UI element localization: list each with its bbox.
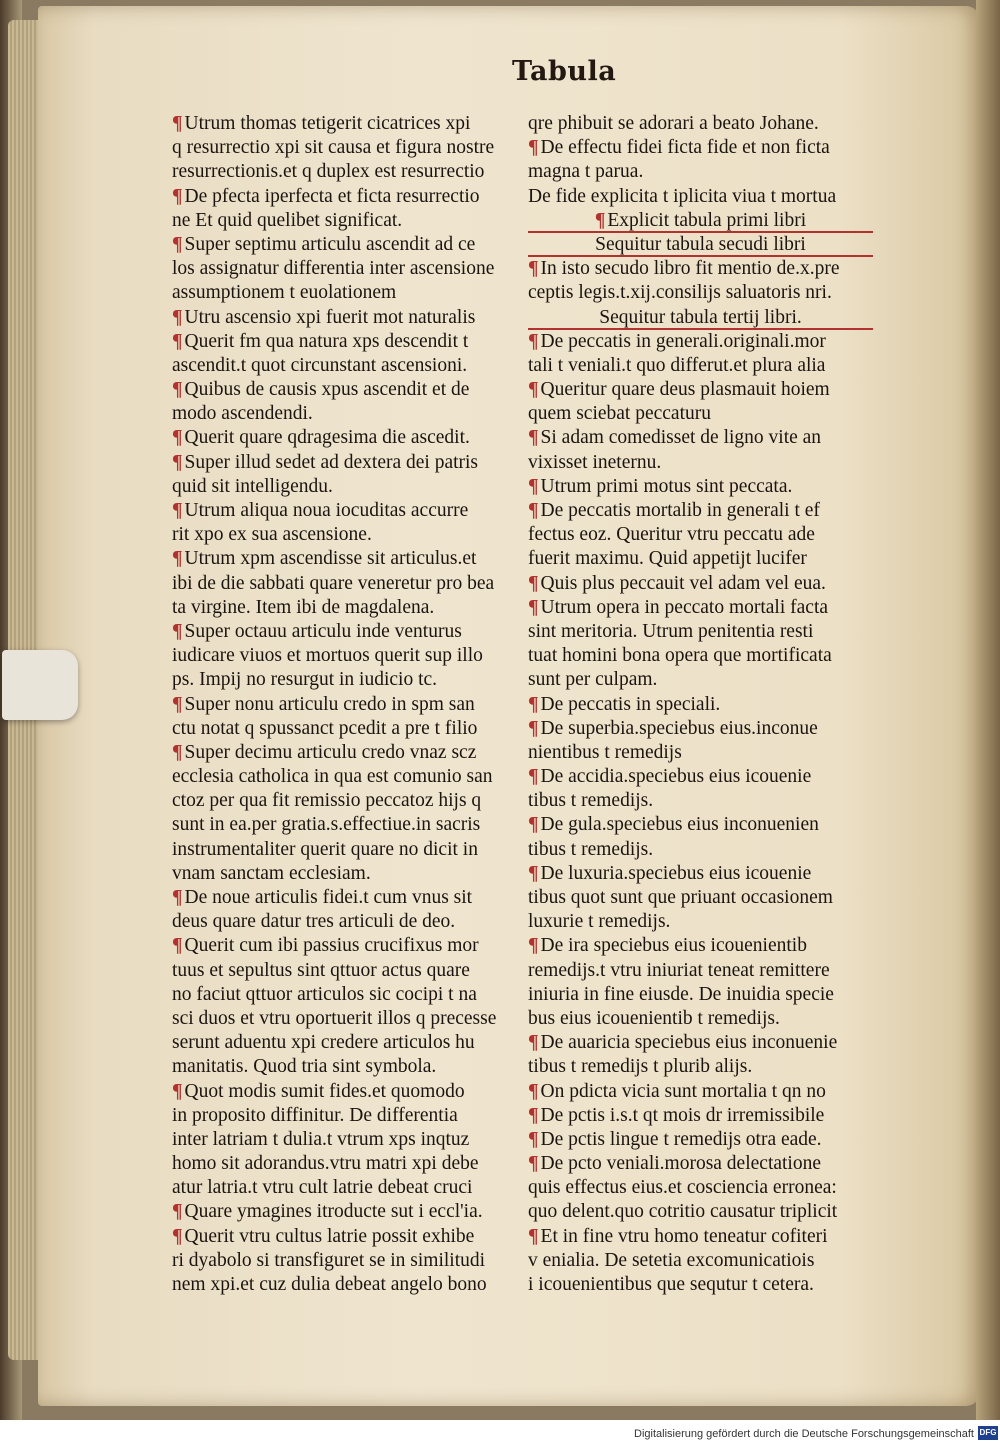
text-line xyxy=(172,596,522,620)
paragraph-mark-icon: ¶ xyxy=(528,379,539,401)
line-text: bus eius icouenientib t remedijs. xyxy=(528,1007,780,1029)
text-line xyxy=(528,644,873,668)
line-text: De accidia.speciebus eius icouenie xyxy=(540,766,812,788)
text-line xyxy=(528,475,873,499)
text-line xyxy=(172,330,522,354)
running-head: Tabula xyxy=(512,56,617,87)
text-line xyxy=(172,378,522,402)
line-text: inter latriam t dulia.t vtrum xps inqtuz xyxy=(172,1128,470,1150)
line-text: Querit vtru cultus latrie possit exhibe xyxy=(184,1225,475,1247)
line-text: De effectu fidei ficta fide et non ficta xyxy=(540,137,830,159)
paragraph-mark-icon: ¶ xyxy=(528,1153,539,1175)
line-text: instrumentaliter querit quare no dicit in xyxy=(172,838,478,860)
line-text: De fide explicita t iplicita viua t mortua xyxy=(528,185,837,207)
text-line xyxy=(172,789,522,813)
line-text: De ira speciebus eius icouenientib xyxy=(540,935,807,957)
paragraph-mark-icon: ¶ xyxy=(172,620,183,642)
line-text: Utru ascensio xpi fuerit mot naturalis xyxy=(184,306,476,328)
text-line xyxy=(528,499,873,523)
text-line xyxy=(528,789,873,813)
text-line xyxy=(172,1080,522,1104)
text-line xyxy=(528,1055,873,1079)
line-text: assumptionem t euolationem xyxy=(172,282,397,304)
text-line xyxy=(172,306,522,330)
text-line xyxy=(172,354,522,378)
text-line xyxy=(528,959,873,983)
text-line xyxy=(172,983,522,1007)
text-line xyxy=(528,572,873,596)
text-line xyxy=(172,1104,522,1128)
text-line xyxy=(528,451,873,475)
line-text: tibus t remedijs. xyxy=(528,790,654,812)
line-text: Super septimu articulu ascendit ad ce xyxy=(184,233,476,255)
text-line xyxy=(528,426,873,450)
line-text: sci duos et vtru oportuerit illos q precesse xyxy=(172,1007,497,1029)
line-text: De luxuria.speciebus eius icouenie xyxy=(540,862,812,884)
line-text: remedijs.t vtru iniuriat teneat remittere xyxy=(528,959,830,981)
text-line xyxy=(528,1104,873,1128)
line-text: los assignatur differentia inter ascensione xyxy=(172,258,495,280)
line-text: Utrum thomas tetigerit cicatrices xpi xyxy=(184,113,471,134)
paragraph-mark-icon: ¶ xyxy=(528,137,539,159)
line-text: De pctis lingue t remedijs otra eade. xyxy=(540,1128,822,1150)
text-line xyxy=(172,959,522,983)
text-line xyxy=(172,741,522,765)
text-line xyxy=(172,620,522,644)
footer-bar xyxy=(0,1420,1000,1449)
text-line xyxy=(172,813,522,837)
text-line xyxy=(172,886,522,910)
line-text: Queritur quare deus plasmauit hoiem xyxy=(540,379,830,401)
text-line xyxy=(172,693,522,717)
text-line xyxy=(528,765,873,789)
line-text: De peccatis in speciali. xyxy=(540,693,721,715)
text-line xyxy=(172,451,522,475)
left-column xyxy=(172,112,522,1297)
text-line xyxy=(528,378,873,402)
line-text: Super decimu articulu credo vnaz scz xyxy=(184,741,477,763)
paragraph-mark-icon: ¶ xyxy=(528,1128,539,1150)
paragraph-mark-icon: ¶ xyxy=(172,330,183,352)
text-line xyxy=(528,1176,873,1200)
line-text: iniuria in fine eiusde. De inuidia specie xyxy=(528,983,834,1005)
line-text: manitatis. Quod tria sint symbola. xyxy=(172,1056,437,1078)
line-text: nientibus t remedijs xyxy=(528,741,682,763)
text-line xyxy=(528,934,873,958)
paragraph-mark-icon: ¶ xyxy=(172,1080,183,1102)
text-line xyxy=(172,1007,522,1031)
text-line xyxy=(172,572,522,596)
paragraph-mark-icon: ¶ xyxy=(594,209,606,231)
line-text: tuus et sepultus sint qttuor actus quare xyxy=(172,959,470,981)
text-line xyxy=(172,136,522,160)
paragraph-mark-icon: ¶ xyxy=(528,427,539,449)
line-text: sunt per culpam. xyxy=(528,669,658,691)
line-text: Querit cum ibi passius crucifixus mor xyxy=(184,935,479,957)
text-line xyxy=(528,717,873,741)
line-text: magna t parua. xyxy=(528,161,644,183)
text-line xyxy=(528,185,873,209)
paragraph-mark-icon: ¶ xyxy=(528,693,539,715)
line-text: Utrum primi motus sint peccata. xyxy=(540,475,793,497)
paragraph-mark-icon: ¶ xyxy=(528,766,539,788)
paragraph-mark-icon: ¶ xyxy=(172,500,183,521)
text-line xyxy=(528,1225,873,1249)
text-line xyxy=(172,547,522,571)
line-text: tibus quot sunt que priuant occasionem xyxy=(528,887,833,908)
paragraph-mark-icon: ¶ xyxy=(528,596,539,618)
text-line xyxy=(172,1273,522,1297)
line-text: homo sit adorandus.vtru matri xpi debe xyxy=(172,1153,479,1175)
line-text: Quis plus peccauit vel adam vel eua. xyxy=(540,572,826,594)
text-line xyxy=(172,838,522,862)
text-line xyxy=(528,813,873,837)
line-text: Super octauu articulu inde venturus xyxy=(184,620,462,642)
paragraph-mark-icon: ¶ xyxy=(172,693,183,715)
text-line xyxy=(528,1152,873,1176)
text-line xyxy=(528,910,873,934)
line-text: resurrectionis.et q duplex est resurrectio xyxy=(172,161,485,183)
text-line xyxy=(172,910,522,934)
paragraph-mark-icon: ¶ xyxy=(528,500,539,521)
line-text: Quare ymagines itroducte sut i eccl'ia. xyxy=(184,1201,483,1223)
paragraph-mark-icon: ¶ xyxy=(172,113,183,134)
text-line xyxy=(172,499,522,523)
line-text: vixisset ineternu. xyxy=(528,451,662,473)
line-text: Querit fm qua natura xps descendit t xyxy=(184,330,469,352)
line-text: ecclesia catholica in qua est comunio san xyxy=(172,766,493,788)
line-text: atur latria.t vtru cult latrie debeat cruci xyxy=(172,1177,473,1199)
paragraph-mark-icon: ¶ xyxy=(528,1032,539,1054)
text-line xyxy=(172,160,522,184)
paragraph-mark-icon: ¶ xyxy=(172,887,183,908)
text-line xyxy=(528,160,873,184)
text-line xyxy=(528,306,873,330)
paragraph-mark-icon: ¶ xyxy=(172,451,183,473)
line-text: sunt in ea.per gratia.s.effectiue.in sacris xyxy=(172,814,481,836)
text-line xyxy=(528,1007,873,1031)
line-text: nem xpi.et cuz dulia debeat angelo bono xyxy=(172,1274,487,1295)
line-text: v enialia. De setetia excomunicatiois xyxy=(528,1249,815,1271)
text-line xyxy=(528,402,873,426)
text-line xyxy=(528,281,873,305)
text-line xyxy=(528,1031,873,1055)
line-text: tali t veniali.t quo differut.et plura alia xyxy=(528,354,826,376)
text-line xyxy=(172,1055,522,1079)
line-text: De auaricia speciebus eius inconuenie xyxy=(540,1032,838,1054)
line-text: sint meritoria. Utrum penitentia resti xyxy=(528,620,814,642)
text-line xyxy=(528,693,873,717)
text-line xyxy=(172,475,522,499)
line-text: iudicare viuos et mortuos querit sup illo xyxy=(172,645,483,667)
text-line xyxy=(528,233,873,257)
text-line xyxy=(528,862,873,886)
line-text: Sequitur tabula secudi libri xyxy=(595,233,806,255)
line-text: Quot modis sumit fides.et quomodo xyxy=(184,1080,465,1102)
line-text: De pctis i.s.t qt mois dr irremissibile xyxy=(540,1104,825,1126)
paragraph-mark-icon: ¶ xyxy=(172,741,183,763)
line-text: Super illud sedet ad dextera dei patris xyxy=(184,451,479,473)
line-text: quid sit intelligendu. xyxy=(172,475,333,497)
line-text: Super nonu articulu credo in spm san xyxy=(184,693,475,715)
paragraph-mark-icon: ¶ xyxy=(528,862,539,884)
line-text: fuerit maximu. Quid appetijt lucifer xyxy=(528,548,807,570)
text-line xyxy=(172,1031,522,1055)
paragraph-mark-icon: ¶ xyxy=(172,233,183,255)
paragraph-mark-icon: ¶ xyxy=(528,1080,539,1102)
text-line xyxy=(172,1152,522,1176)
paragraph-mark-icon: ¶ xyxy=(528,258,539,280)
text-line xyxy=(528,596,873,620)
line-text: ne Et quid quelibet significat. xyxy=(172,209,403,231)
text-line xyxy=(528,354,873,378)
line-text: Quibus de causis xpus ascendit et de xyxy=(184,379,470,401)
line-text: quis effectus eius.et cosciencia erronea: xyxy=(528,1177,837,1199)
text-line xyxy=(528,1080,873,1104)
line-text: serunt aduentu xpi credere articulos hu xyxy=(172,1032,475,1054)
text-line xyxy=(172,185,522,209)
line-text: ibi de die sabbati quare veneretur pro bea xyxy=(172,572,495,594)
paragraph-mark-icon: ¶ xyxy=(528,1225,539,1247)
text-line xyxy=(172,717,522,741)
line-text: quo delent.quo cotritio causatur triplicit xyxy=(528,1201,838,1223)
text-line xyxy=(528,136,873,160)
text-line xyxy=(172,112,522,136)
line-text: De noue articulis fidei.t cum vnus sit xyxy=(184,887,473,908)
line-text: In isto secudo libro fit mentio de.x.pre xyxy=(540,258,840,280)
text-line xyxy=(172,209,522,233)
line-text: De gula.speciebus eius inconuenien xyxy=(540,814,819,836)
text-line xyxy=(172,281,522,305)
line-text: ta virgine. Item ibi de magdalena. xyxy=(172,596,435,618)
line-text: ctoz per qua fit remissio peccatoz hijs q xyxy=(172,790,482,812)
text-line xyxy=(528,741,873,765)
text-line xyxy=(172,1225,522,1249)
clasp-tab xyxy=(2,650,78,720)
line-text: De peccatis in generali.originali.mor xyxy=(540,330,826,352)
facing-page-edge xyxy=(976,0,1000,1420)
text-line xyxy=(172,233,522,257)
line-text: Utrum aliqua noua iocuditas accurre xyxy=(184,500,469,521)
line-text: ctu notat q spussanct pcedit a pre t filio xyxy=(172,717,478,739)
line-text: On pdicta vicia sunt mortalia t qn no xyxy=(540,1080,826,1102)
paragraph-mark-icon: ¶ xyxy=(172,1201,183,1223)
paragraph-mark-icon: ¶ xyxy=(528,935,539,957)
text-line xyxy=(528,838,873,862)
text-line xyxy=(172,765,522,789)
funding-credit: Digitalisierung gefördert durch die Deutsche Forschungsgemeinschaft xyxy=(634,1428,974,1440)
line-text: rit xpo ex sua ascensione. xyxy=(172,524,372,546)
text-line xyxy=(528,1249,873,1273)
line-text: Querit quare qdragesima die ascedit. xyxy=(184,427,470,449)
line-text: De peccatis mortalib in generali t ef xyxy=(540,500,820,521)
text-line xyxy=(528,547,873,571)
paragraph-mark-icon: ¶ xyxy=(528,475,539,497)
paragraph-mark-icon: ¶ xyxy=(172,379,183,401)
line-text: in proposito diffinitur. De differentia xyxy=(172,1104,458,1126)
paragraph-mark-icon: ¶ xyxy=(172,935,183,957)
text-line xyxy=(528,330,873,354)
line-text: i icouenientibus que sequtur t cetera. xyxy=(528,1274,814,1295)
line-text: quem sciebat peccaturu xyxy=(528,403,711,425)
paragraph-mark-icon: ¶ xyxy=(172,185,183,207)
line-text: modo ascendendi. xyxy=(172,403,313,425)
text-line xyxy=(528,1128,873,1152)
line-text: fectus eoz. Queritur vtru peccatu ade xyxy=(528,524,815,546)
right-column xyxy=(528,112,873,1297)
line-text: deus quare datur tres articuli de deo. xyxy=(172,911,456,933)
line-text: Si adam comedisset de ligno vite an xyxy=(540,427,822,449)
line-text: ps. Impij no resurgut in iudicio tc. xyxy=(172,669,438,691)
line-text: De superbia.speciebus eius.inconue xyxy=(540,717,818,739)
paragraph-mark-icon: ¶ xyxy=(528,717,539,739)
line-text: tibus t remedijs. xyxy=(528,838,654,860)
line-text: no faciut qttuor articulos sic cocipi t na xyxy=(172,983,477,1005)
paragraph-mark-icon: ¶ xyxy=(172,548,183,570)
text-line xyxy=(172,668,522,692)
text-line xyxy=(172,644,522,668)
line-text: vnam sanctam ecclesiam. xyxy=(172,862,371,884)
text-line xyxy=(528,668,873,692)
text-line xyxy=(172,934,522,958)
text-line xyxy=(172,1249,522,1273)
text-line xyxy=(528,1273,873,1297)
paragraph-mark-icon: ¶ xyxy=(172,306,183,328)
text-line xyxy=(528,112,873,136)
text-line xyxy=(172,523,522,547)
text-line xyxy=(172,862,522,886)
paragraph-mark-icon: ¶ xyxy=(528,330,539,352)
line-text: q resurrectio xpi sit causa et figura nostre xyxy=(172,137,495,159)
text-line xyxy=(172,1200,522,1224)
text-line xyxy=(172,1176,522,1200)
line-text: qre phibuit se adorari a beato Johane. xyxy=(528,113,819,134)
dfg-logo: DFG xyxy=(978,1426,998,1440)
paragraph-mark-icon: ¶ xyxy=(528,572,539,594)
line-text: tuat homini bona opera que mortificata xyxy=(528,645,832,667)
paragraph-mark-icon: ¶ xyxy=(172,427,183,449)
text-line xyxy=(528,257,873,281)
text-line xyxy=(528,209,873,233)
paragraph-mark-icon: ¶ xyxy=(528,814,539,836)
line-text: luxurie t remedijs. xyxy=(528,911,671,933)
line-text: ri dyabolo si transfiguret se in similitudi xyxy=(172,1249,486,1271)
line-text: tibus t remedijs t plurib alijs. xyxy=(528,1056,753,1078)
text-line xyxy=(172,1128,522,1152)
text-line xyxy=(172,402,522,426)
line-text: ceptis legis.t.xij.consilijs saluatoris nri. xyxy=(528,282,832,304)
line-text: Utrum xpm ascendisse sit articulus.et xyxy=(184,548,477,570)
line-text: ascendit.t quot circunstant ascensioni. xyxy=(172,354,468,376)
text-line xyxy=(528,1200,873,1224)
text-line xyxy=(528,886,873,910)
paragraph-mark-icon: ¶ xyxy=(172,1225,183,1247)
text-line xyxy=(528,620,873,644)
text-line xyxy=(172,257,522,281)
line-text: Et in fine vtru homo teneatur cofiteri xyxy=(540,1225,828,1247)
line-text: Utrum opera in peccato mortali facta xyxy=(540,596,829,618)
paragraph-mark-icon: ¶ xyxy=(528,1104,539,1126)
line-text: Sequitur tabula tertij libri. xyxy=(599,306,802,328)
line-text: De pfecta iperfecta et ficta resurrectio xyxy=(184,185,480,207)
text-line xyxy=(528,983,873,1007)
text-line xyxy=(172,426,522,450)
text-line xyxy=(528,523,873,547)
line-text: De pcto veniali.morosa delectatione xyxy=(540,1153,822,1175)
line-text: Explicit tabula primi libri xyxy=(607,209,807,231)
